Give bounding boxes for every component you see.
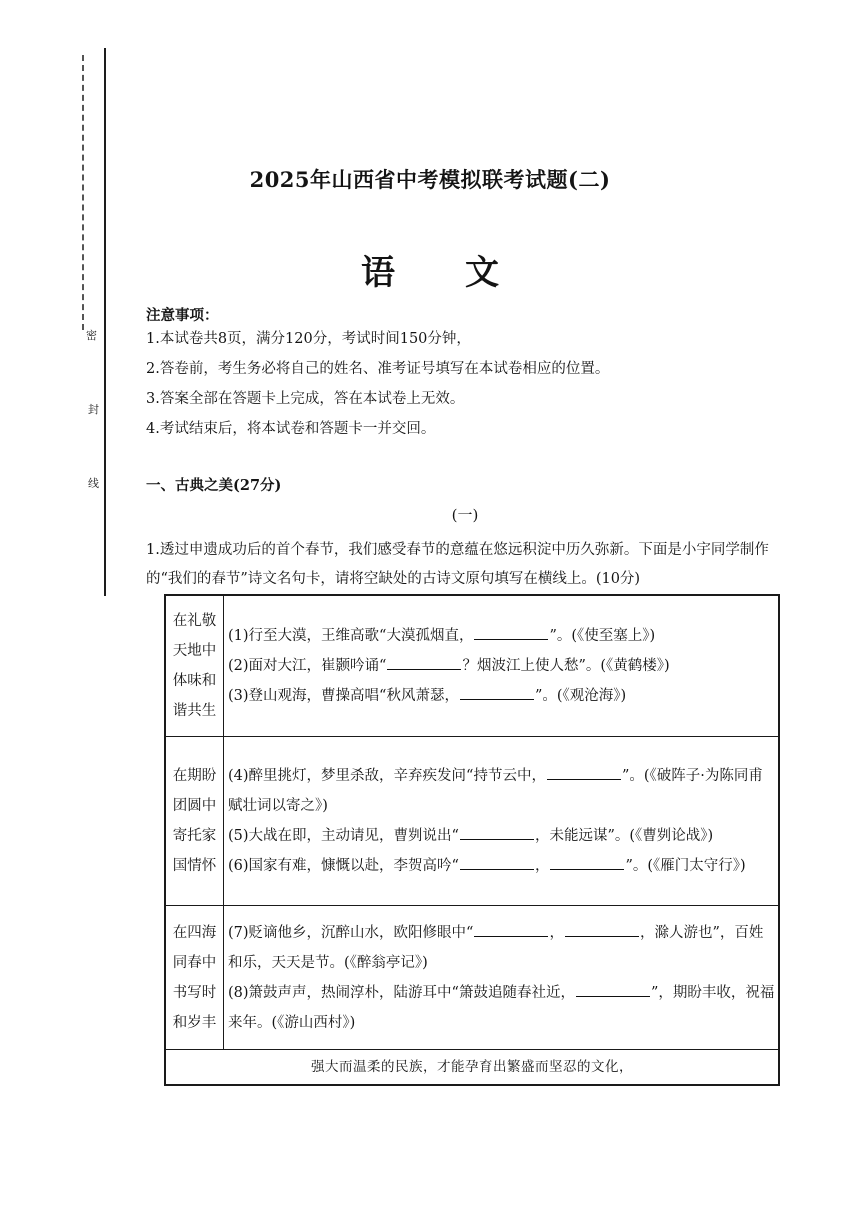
table-footer: 强大而温柔的民族，才能孕育出繁盛而坚忍的文化，	[311, 1059, 633, 1075]
margin-mark: 线	[88, 477, 99, 490]
item-text: ”。(《破阵子·为陈同甫赋壮词以寄之》)	[228, 768, 763, 814]
item-text: ？烟波江上使人愁”。(《黄鹤楼》)	[462, 658, 670, 674]
fill-item	[228, 851, 776, 881]
notice-item: 1.本试卷共8页，满分120分，考试时间150分钟，	[146, 331, 471, 347]
answer-blank[interactable]	[460, 852, 534, 870]
fill-item	[228, 821, 776, 851]
notice-item: 2.答卷前，考生务必将自己的姓名、准考证号填写在本试卷相应的位置。	[146, 361, 610, 377]
item-text: (1)行至大漠，王维高歌“大漠孤烟直，	[228, 628, 474, 644]
item-text: ”，期盼丰收，祝福来年。(《游山西村》)	[228, 984, 775, 1031]
fill-item	[228, 761, 776, 821]
row-items	[228, 737, 776, 905]
notice-item: 3.答案全部在答题卡上完成，答在本试卷上无效。	[146, 391, 465, 407]
item-text: ”。(《使至塞上》)	[549, 628, 656, 644]
poem-table	[164, 594, 780, 1086]
subject-title: 语文	[361, 253, 569, 293]
margin-mark: 封	[88, 403, 99, 416]
part-label: (一)	[451, 506, 479, 524]
row-items	[228, 906, 776, 1049]
question-text: 1.透过申遗成功后的首个春节，我们感受春节的意蕴在悠远积淀中历久弥新。下面是小宇同学制作的“我们的春节”诗文名句卡，请将空缺处的古诗文原句填写在横线上。(10分)	[146, 542, 769, 587]
answer-blank[interactable]	[565, 919, 639, 937]
item-text: ，滁人游也”，百姓和乐，天天是节。(《醉翁亭记》)	[228, 924, 764, 971]
item-text: ，	[549, 924, 564, 941]
answer-blank[interactable]	[547, 762, 621, 780]
answer-blank[interactable]	[576, 979, 650, 997]
row-category	[166, 906, 224, 1049]
notice-item: 4.考试结束后，将本试卷和答题卡一并交回。	[146, 421, 436, 437]
exam-title: 2025年山西省中考模拟联考试题(二)	[249, 167, 611, 192]
section-heading: 一、古典之美(27分)	[146, 477, 282, 494]
item-text: (6)国家有难，慷慨以赴，李贺高吟“	[228, 858, 459, 874]
fill-item	[228, 918, 776, 978]
fill-item	[228, 621, 776, 651]
item-text: ，未能远谋”。(《曹刿论战》)	[534, 828, 714, 844]
answer-blank[interactable]	[474, 622, 548, 640]
item-text: (4)醉里挑灯，梦里杀敌，辛弃疾发问“持节云中，	[228, 768, 546, 784]
item-text: (8)箫鼓声声，热闹淳朴，陆游耳中“箫鼓追随春社近，	[228, 984, 575, 1001]
margin-mark: 密	[86, 329, 97, 342]
row-category-label: 在四海同春中书写时和岁丰	[172, 924, 217, 1031]
answer-blank[interactable]	[460, 822, 534, 840]
table-row	[166, 737, 778, 906]
row-category-label: 在期盼团圆中寄托家国情怀	[172, 768, 217, 874]
item-text: (7)贬谪他乡，沉醉山水，欧阳修眼中“	[228, 924, 474, 941]
item-text: (5)大战在即，主动请见，曹刿说出“	[228, 828, 459, 844]
item-text: ”。(《观沧海》)	[534, 688, 627, 704]
item-text: ，	[534, 858, 550, 874]
notice-heading: 注意事项：	[146, 307, 219, 324]
answer-blank[interactable]	[460, 682, 534, 700]
notice-list	[146, 328, 806, 448]
table-row	[166, 906, 778, 1050]
answer-blank[interactable]	[387, 652, 461, 670]
fill-item	[228, 651, 776, 681]
fill-item	[228, 681, 776, 711]
table-row	[166, 596, 778, 737]
item-text: (2)面对大江，崔颢吟诵“	[228, 658, 387, 674]
row-category	[166, 737, 224, 905]
answer-blank[interactable]	[474, 919, 548, 937]
item-text: (3)登山观海，曹操高唱“秋风萧瑟，	[228, 688, 459, 704]
row-category	[166, 596, 224, 736]
answer-blank[interactable]	[550, 852, 624, 870]
fill-item	[228, 978, 776, 1038]
row-items	[228, 596, 776, 736]
item-text: ”。(《雁门太守行》)	[625, 858, 746, 874]
row-category-label: 在礼敬天地中体味和谐共生	[172, 613, 217, 719]
